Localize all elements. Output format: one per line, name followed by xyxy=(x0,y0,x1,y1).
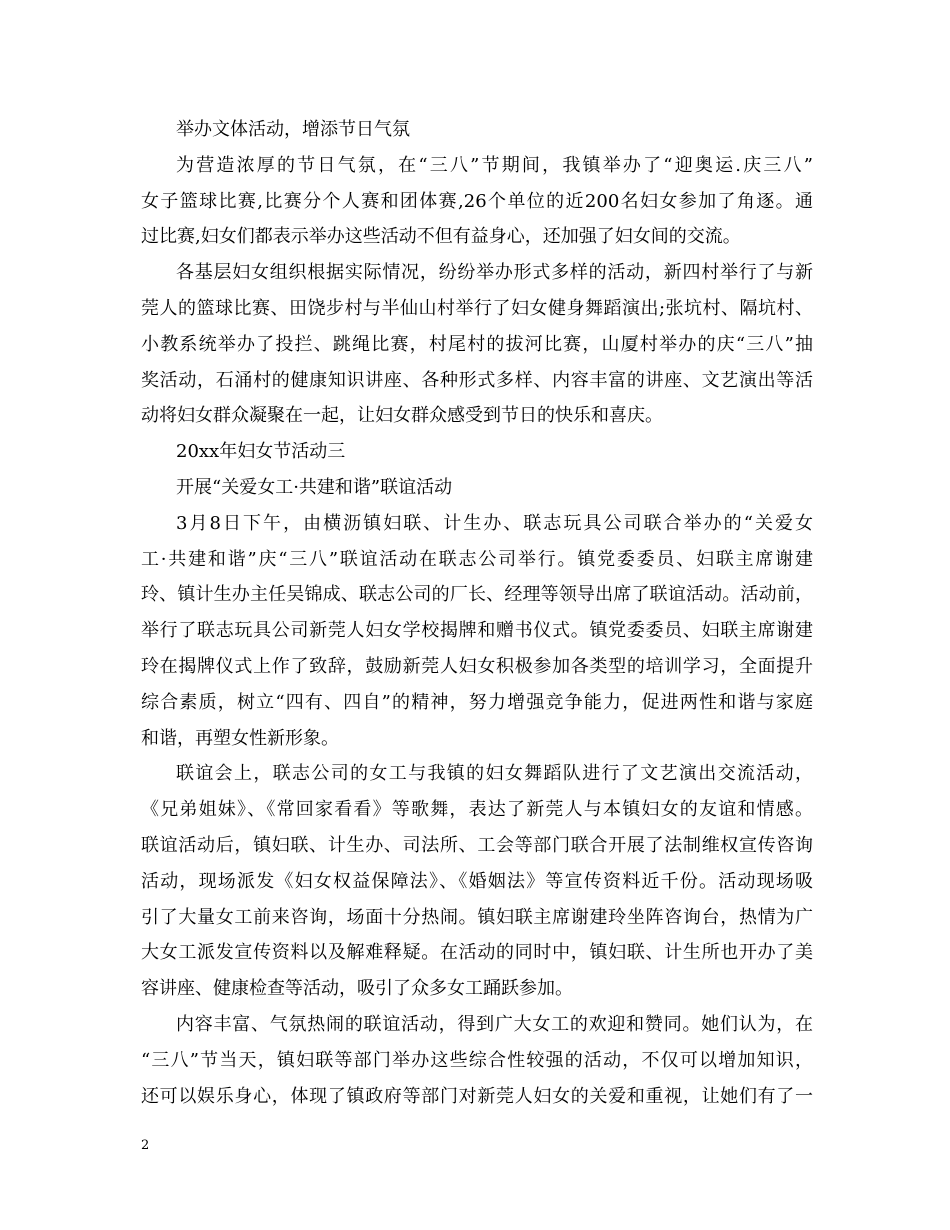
text-line: “三八”节当天，镇妇联等部门举办这些综合性较强的活动，不仅可以增加知识， xyxy=(141,1049,813,1071)
text-line: 各基层妇女组织根据实际情况，纷纷举办形式多样的活动，新四村举行了与新 xyxy=(176,262,813,284)
text-line: 莞人的篮球比赛、田饶步村与半仙山村举行了妇女健身舞蹈演出;张坑村、隔坑村、 xyxy=(141,297,813,319)
text-line: 内容丰富、气氛热闹的联谊活动，得到广大女工的欢迎和赞同。她们认为，在 xyxy=(176,1013,813,1035)
text-line: 动将妇女群众凝聚在一起，让妇女群众感受到节日的快乐和喜庆。 xyxy=(141,405,663,427)
text-line: 综合素质，树立“四有、四自”的精神，努力增强竞争能力，促进两性和谐与家庭 xyxy=(141,691,813,713)
text-line: 举办文体活动，增添节日气氛 xyxy=(176,119,410,140)
text-line: 玲、镇计生办主任吴锦成、联志公司的厂长、经理等领导出席了联谊活动。活动前， xyxy=(141,584,813,606)
text-line: 小教系统举办了投拦、跳绳比赛，村尾村的拔河比赛，山厦村举办的庆“三八”抽 xyxy=(141,333,813,355)
document-body xyxy=(141,112,813,1114)
text-line: 20xx年妇女节活动三 xyxy=(176,441,346,463)
text-line: 奖活动，石涌村的健康知识讲座、各种形式多样、内容丰富的讲座、文艺演出等活 xyxy=(141,369,813,391)
text-line: 《兄弟姐妹》、《常回家看看》等歌舞，表达了新莞人与本镇妇女的友谊和情感。 xyxy=(141,799,813,821)
text-line: 3月8日下午，由横沥镇妇联、计生办、联志玩具公司联合举办的“关爱女 xyxy=(176,512,813,534)
text-line: 活动，现场派发《妇女权益保障法》、《婚姻法》等宣传资料近千份。活动现场吸 xyxy=(141,870,813,892)
text-line: 和谐，再塑女性新形象。 xyxy=(141,727,339,749)
text-line: 玲在揭牌仪式上作了致辞，鼓励新莞人妇女积极参加各类型的培训学习，全面提升 xyxy=(141,655,813,677)
page-number: 2 xyxy=(141,1138,150,1153)
text-line: 工·共建和谐”庆“三八”联谊活动在联志公司举行。镇党委委员、妇联主席谢建 xyxy=(141,548,813,570)
text-line: 联谊会上，联志公司的女工与我镇的妇女舞蹈队进行了文艺演出交流活动， xyxy=(176,763,813,785)
text-line: 联谊活动后，镇妇联、计生办、司法所、工会等部门联合开展了法制维权宣传咨询 xyxy=(141,834,813,856)
text-line: 引了大量女工前来咨询，场面十分热闹。镇妇联主席谢建玲坐阵咨询台，热情为广 xyxy=(141,906,813,928)
text-line: 过比赛,妇女们都表示举办这些活动不但有益身心，还加强了妇女间的交流。 xyxy=(141,226,741,248)
text-line: 大女工派发宣传资料以及解难释疑。在活动的同时中，镇妇联、计生所也开办了美 xyxy=(141,942,813,964)
text-line: 开展“关爱女工·共建和谐”联谊活动 xyxy=(176,476,453,498)
text-line: 还可以娱乐身心，体现了镇政府等部门对新莞人妇女的关爱和重视，让她们有了一 xyxy=(141,1085,813,1107)
text-line: 举行了联志玩具公司新莞人妇女学校揭牌和赠书仪式。镇党委委员、妇联主席谢建 xyxy=(141,620,813,642)
text-line: 女子篮球比赛,比赛分个人赛和团体赛,26个单位的近200名妇女参加了角逐。通 xyxy=(141,190,813,212)
text-line: 容讲座、健康检查等活动，吸引了众多女工踊跃参加。 xyxy=(141,978,573,1000)
text-line: 为营造浓厚的节日气氛，在“三八”节期间，我镇举办了“迎奥运.庆三八” xyxy=(176,154,813,176)
